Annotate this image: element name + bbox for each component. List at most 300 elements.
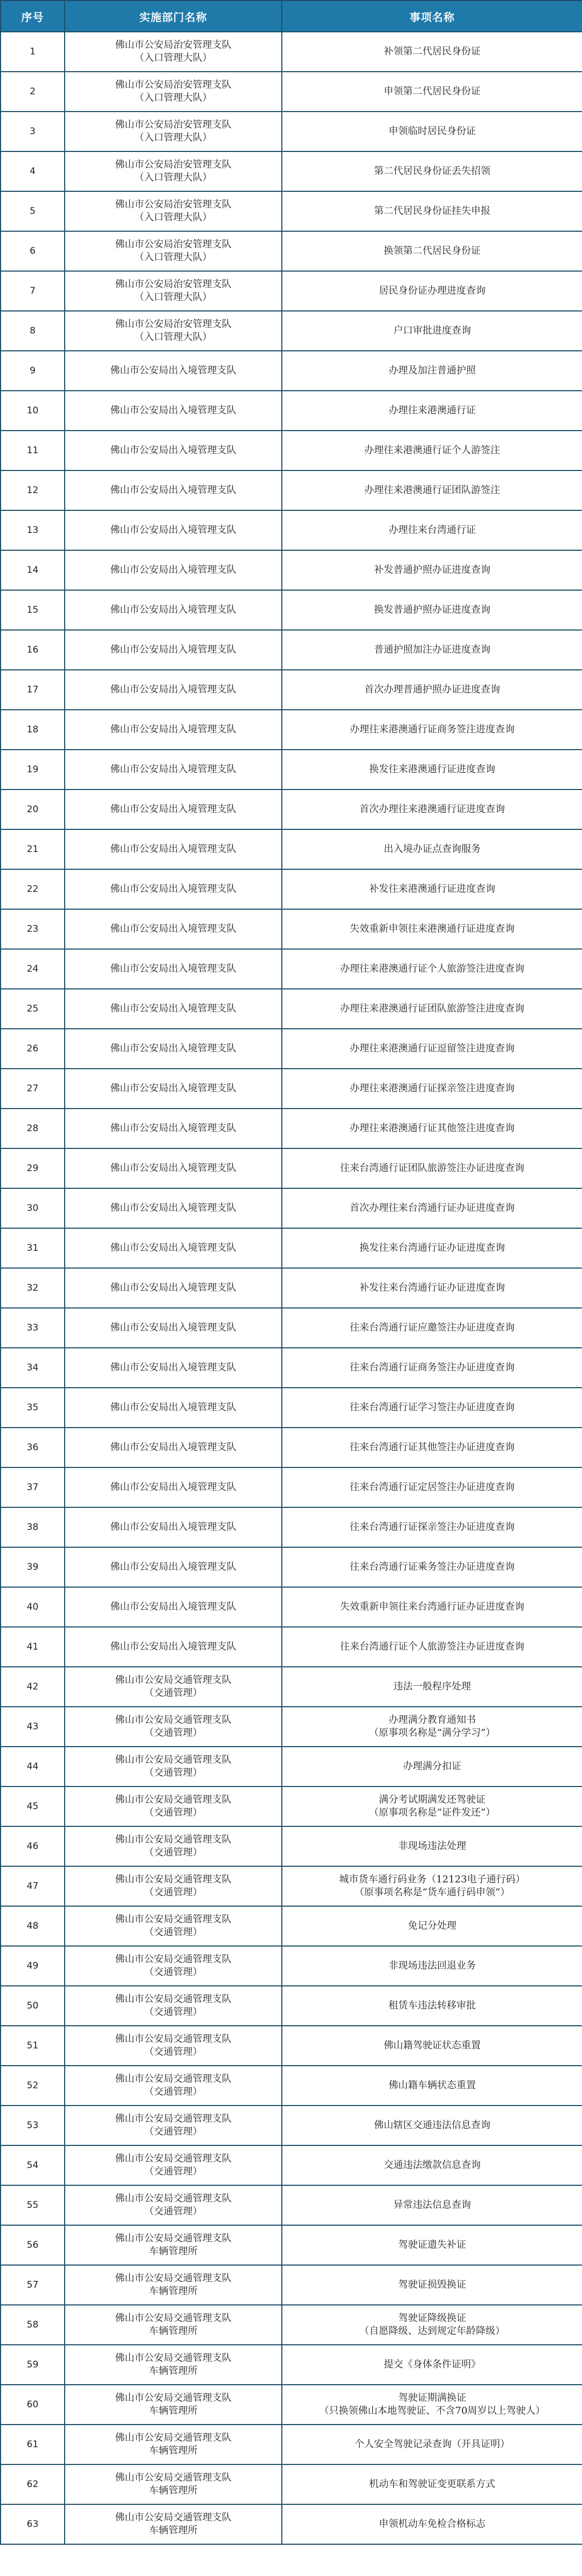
department-cell bbox=[65, 1268, 282, 1308]
department-cell bbox=[65, 191, 282, 231]
department-cell bbox=[65, 2106, 282, 2145]
department-name-line: 车辆管理所 bbox=[149, 2525, 198, 2536]
department-cell bbox=[65, 1188, 282, 1228]
serial-number-cell: 56 bbox=[1, 2225, 65, 2265]
department-name-line: 佛山市公安局交通管理支队 bbox=[115, 1954, 232, 1965]
table-row bbox=[1, 1786, 582, 1826]
item-cell bbox=[282, 1348, 582, 1388]
serial-number-cell: 22 bbox=[1, 869, 65, 909]
item-name-line: （原事项名称是“证件发还”） bbox=[369, 1807, 496, 1818]
department-name-line: 佛山市公安局治安管理支队 bbox=[115, 199, 232, 210]
item-name-line: 首次办理往来港澳通行证进度查询 bbox=[359, 804, 505, 815]
item-cell bbox=[282, 1747, 582, 1786]
serial-number-cell: 33 bbox=[1, 1308, 65, 1348]
department-name-line: 车辆管理所 bbox=[149, 2445, 198, 2456]
table-row bbox=[1, 2345, 582, 2385]
table-row bbox=[1, 2145, 582, 2185]
serial-number-cell: 46 bbox=[1, 1826, 65, 1866]
serial-number-cell: 48 bbox=[1, 1906, 65, 1946]
department-name-line: （入口管理大队） bbox=[134, 331, 212, 343]
serial-number-cell: 34 bbox=[1, 1348, 65, 1388]
serial-number-cell: 5 bbox=[1, 191, 65, 231]
table-row bbox=[1, 1627, 582, 1667]
department-name-line: 佛山市公安局出入境管理支队 bbox=[110, 1202, 237, 1214]
item-cell bbox=[282, 1866, 582, 1906]
item-name-line: 往来台湾通行证定居签注办证进度查询 bbox=[350, 1481, 515, 1493]
department-name-line: （交通管理） bbox=[144, 1687, 203, 1699]
department-name-line: （入口管理大队） bbox=[134, 132, 212, 143]
serial-number-cell: 24 bbox=[1, 949, 65, 989]
item-cell bbox=[282, 1946, 582, 1986]
department-name-line: 车辆管理所 bbox=[149, 2246, 198, 2257]
table-row bbox=[1, 1268, 582, 1308]
item-name-line: 办理往来港澳通行证个人旅游签注进度查询 bbox=[340, 963, 524, 974]
item-cell bbox=[282, 869, 582, 909]
table-row bbox=[1, 271, 582, 311]
item-cell bbox=[282, 1507, 582, 1547]
item-name-line: 往来台湾通行证团队旅游签注办证进度查询 bbox=[340, 1162, 524, 1174]
table-row bbox=[1, 2026, 582, 2066]
department-name-line: 佛山市公安局交通管理支队 bbox=[115, 2033, 232, 2045]
item-name-line: 往来台湾通行证应邀签注办证进度查询 bbox=[350, 1322, 515, 1333]
item-cell bbox=[282, 2345, 582, 2385]
department-cell bbox=[65, 2345, 282, 2385]
table-row bbox=[1, 1946, 582, 1986]
table-row bbox=[1, 989, 582, 1029]
item-cell bbox=[282, 1986, 582, 2026]
department-name-line: 佛山市公安局交通管理支队 bbox=[115, 1714, 232, 1726]
item-name-line: 补发往来港澳通行证进度查询 bbox=[369, 883, 495, 895]
item-cell bbox=[282, 909, 582, 949]
department-name-line: 佛山市公安局交通管理支队 bbox=[115, 1794, 232, 1805]
item-cell bbox=[282, 2305, 582, 2345]
table-row bbox=[1, 710, 582, 750]
item-cell bbox=[282, 670, 582, 710]
serial-number-cell: 40 bbox=[1, 1587, 65, 1627]
item-cell bbox=[282, 2385, 582, 2425]
item-cell bbox=[282, 949, 582, 989]
item-name-line: 往来台湾通行证探亲签注办证进度查询 bbox=[350, 1521, 515, 1533]
item-cell bbox=[282, 1627, 582, 1667]
department-name-line: 佛山市公安局出入境管理支队 bbox=[110, 1561, 237, 1573]
table-row bbox=[1, 2425, 582, 2464]
serial-number-cell: 3 bbox=[1, 112, 65, 151]
department-cell bbox=[65, 550, 282, 590]
department-cell bbox=[65, 1507, 282, 1547]
serial-number-cell: 29 bbox=[1, 1148, 65, 1188]
item-name-line: 办理往来港澳通行证探亲签注进度查询 bbox=[350, 1083, 515, 1094]
department-name-line: （交通管理） bbox=[144, 2046, 203, 2058]
department-name-line: 佛山市公安局交通管理支队 bbox=[115, 1993, 232, 2005]
serial-number-cell: 16 bbox=[1, 630, 65, 670]
serial-number-cell: 36 bbox=[1, 1428, 65, 1467]
department-name-line: 佛山市公安局治安管理支队 bbox=[115, 239, 232, 250]
table-row bbox=[1, 550, 582, 590]
table-row bbox=[1, 391, 582, 431]
serial-number-cell: 18 bbox=[1, 710, 65, 750]
department-cell bbox=[65, 590, 282, 630]
department-name-line: 佛山市公安局出入境管理支队 bbox=[110, 1083, 237, 1094]
item-name-line: 办理往来港澳通行证其他签注进度查询 bbox=[350, 1123, 515, 1134]
department-name-line: 佛山市公安局出入境管理支队 bbox=[110, 1442, 237, 1453]
department-name-line: 佛山市公安局出入境管理支队 bbox=[110, 1362, 237, 1373]
department-name-line: 佛山市公安局交通管理支队 bbox=[115, 2073, 232, 2085]
department-name-line: 佛山市公安局出入境管理支队 bbox=[110, 1641, 237, 1652]
serial-number-cell: 47 bbox=[1, 1866, 65, 1906]
item-name-line: 办理往来港澳通行证团队游签注 bbox=[364, 484, 500, 496]
item-name-line: 办理及加注普通护照 bbox=[389, 365, 476, 376]
department-name-line: （交通管理） bbox=[144, 2086, 203, 2097]
item-name-line: 第二代居民身份证挂失申报 bbox=[374, 205, 490, 217]
table-row bbox=[1, 750, 582, 790]
department-cell bbox=[65, 1109, 282, 1148]
department-name-line: 佛山市公安局出入境管理支队 bbox=[110, 1521, 237, 1533]
department-name-line: （交通管理） bbox=[144, 2126, 203, 2137]
department-name-line: （交通管理） bbox=[144, 1927, 203, 1938]
serial-number-cell: 61 bbox=[1, 2425, 65, 2464]
table-row bbox=[1, 590, 582, 630]
item-cell bbox=[282, 2504, 582, 2544]
item-name-line: 往来台湾通行证商务签注办证进度查询 bbox=[350, 1362, 515, 1373]
item-cell bbox=[282, 1428, 582, 1467]
department-name-line: 佛山市公安局交通管理支队 bbox=[115, 2153, 232, 2164]
department-name-line: 佛山市公安局交通管理支队 bbox=[115, 2512, 232, 2523]
table-row bbox=[1, 670, 582, 710]
item-cell bbox=[282, 1467, 582, 1507]
department-name-line: 佛山市公安局治安管理支队 bbox=[115, 279, 232, 290]
serial-number-cell: 55 bbox=[1, 2185, 65, 2225]
serial-number-cell: 14 bbox=[1, 550, 65, 590]
serial-number-cell: 12 bbox=[1, 470, 65, 510]
item-cell bbox=[282, 1707, 582, 1747]
header-department-name: 实施部门名称 bbox=[65, 1, 282, 32]
table-row bbox=[1, 1747, 582, 1786]
serial-number-cell: 45 bbox=[1, 1786, 65, 1826]
table-row bbox=[1, 1428, 582, 1467]
department-cell bbox=[65, 1627, 282, 1667]
table-row bbox=[1, 1587, 582, 1627]
item-cell bbox=[282, 550, 582, 590]
item-name-line: 居民身份证办理进度查询 bbox=[379, 285, 486, 296]
table-row bbox=[1, 630, 582, 670]
department-cell bbox=[65, 1667, 282, 1707]
item-name-line: 驾驶证期满换证 bbox=[398, 2392, 466, 2404]
serial-number-cell: 49 bbox=[1, 1946, 65, 1986]
item-name-line: 办理满分教育通知书 bbox=[389, 1714, 476, 1726]
item-name-line: 办理往来港澳通行证商务签注进度查询 bbox=[350, 724, 515, 735]
department-cell bbox=[65, 32, 282, 72]
serial-number-cell: 62 bbox=[1, 2464, 65, 2504]
table-row bbox=[1, 470, 582, 510]
table-row bbox=[1, 112, 582, 151]
department-cell bbox=[65, 1707, 282, 1747]
item-cell bbox=[282, 2265, 582, 2305]
item-cell bbox=[282, 1188, 582, 1228]
serial-number-cell: 1 bbox=[1, 32, 65, 72]
serial-number-cell: 58 bbox=[1, 2305, 65, 2345]
table-row bbox=[1, 1547, 582, 1587]
department-cell bbox=[65, 1069, 282, 1109]
table-row bbox=[1, 2464, 582, 2504]
item-name-line: 交通违法缴款信息查询 bbox=[384, 2159, 481, 2171]
department-cell bbox=[65, 1826, 282, 1866]
department-cell bbox=[65, 1228, 282, 1268]
table-row bbox=[1, 1188, 582, 1228]
table-row bbox=[1, 909, 582, 949]
department-cell bbox=[65, 231, 282, 271]
department-name-line: 佛山市公安局出入境管理支队 bbox=[110, 365, 237, 376]
item-name-line: 违法一般程序处理 bbox=[393, 1681, 471, 1692]
table-row bbox=[1, 311, 582, 351]
serial-number-cell: 13 bbox=[1, 510, 65, 550]
department-cell bbox=[65, 1388, 282, 1428]
item-cell bbox=[282, 470, 582, 510]
serial-number-cell: 60 bbox=[1, 2385, 65, 2425]
item-cell bbox=[282, 32, 582, 72]
serial-number-cell: 9 bbox=[1, 351, 65, 391]
item-name-line: 换发往来台湾通行证办证进度查询 bbox=[359, 1242, 505, 1254]
item-name-line: 佛山辖区交通违法信息查询 bbox=[374, 2120, 490, 2131]
serial-number-cell: 2 bbox=[1, 72, 65, 112]
item-name-line: 失效重新申领往来港澳通行证进度查询 bbox=[350, 923, 515, 934]
table-row bbox=[1, 829, 582, 869]
department-name-line: 佛山市公安局交通管理支队 bbox=[115, 2312, 232, 2324]
item-name-line: 免记分处理 bbox=[408, 1920, 456, 1931]
department-cell bbox=[65, 949, 282, 989]
item-cell bbox=[282, 989, 582, 1029]
department-cell bbox=[65, 1747, 282, 1786]
table-row bbox=[1, 32, 582, 72]
department-cell bbox=[65, 909, 282, 949]
table-row bbox=[1, 1986, 582, 2026]
department-cell bbox=[65, 311, 282, 351]
item-name-line: 办理往来港澳通行证 bbox=[389, 405, 476, 416]
item-name-line: 满分考试期满发还驾驶证 bbox=[379, 1794, 486, 1805]
item-cell bbox=[282, 431, 582, 470]
department-cell bbox=[65, 351, 282, 391]
item-cell bbox=[282, 790, 582, 829]
department-name-line: （交通管理） bbox=[144, 1847, 203, 1858]
department-name-line: （入口管理大队） bbox=[134, 52, 212, 64]
item-cell bbox=[282, 2464, 582, 2504]
serial-number-cell: 28 bbox=[1, 1109, 65, 1148]
serial-number-cell: 25 bbox=[1, 989, 65, 1029]
department-name-line: （交通管理） bbox=[144, 2166, 203, 2177]
department-name-line: 佛山市公安局治安管理支队 bbox=[115, 39, 232, 51]
department-cell bbox=[65, 72, 282, 112]
item-cell bbox=[282, 1109, 582, 1148]
item-cell bbox=[282, 1388, 582, 1428]
department-cell bbox=[65, 2225, 282, 2265]
department-name-line: （入口管理大队） bbox=[134, 292, 212, 303]
item-name-line: 提交《身体条件证明》 bbox=[384, 2359, 481, 2370]
serial-number-cell: 59 bbox=[1, 2345, 65, 2385]
serial-number-cell: 6 bbox=[1, 231, 65, 271]
department-cell bbox=[65, 670, 282, 710]
item-name-line: （原事项名称是“满分学习”） bbox=[369, 1727, 496, 1739]
department-name-line: 佛山市公安局交通管理支队 bbox=[115, 2352, 232, 2364]
item-cell bbox=[282, 2185, 582, 2225]
serial-number-cell: 35 bbox=[1, 1388, 65, 1428]
department-cell bbox=[65, 2265, 282, 2305]
item-name-line: 首次办理往来台湾通行证办证进度查询 bbox=[350, 1202, 515, 1214]
department-cell bbox=[65, 1986, 282, 2026]
department-cell bbox=[65, 1786, 282, 1826]
serial-number-cell: 17 bbox=[1, 670, 65, 710]
department-cell bbox=[65, 1467, 282, 1507]
department-cell bbox=[65, 2504, 282, 2544]
item-cell bbox=[282, 112, 582, 151]
department-name-line: 佛山市公安局出入境管理支队 bbox=[110, 445, 237, 456]
serial-number-cell: 11 bbox=[1, 431, 65, 470]
item-name-line: 补领第二代居民身份证 bbox=[384, 46, 481, 57]
table-row bbox=[1, 1507, 582, 1547]
department-name-line: 佛山市公安局出入境管理支队 bbox=[110, 684, 237, 695]
item-name-line: 首次办理普通护照办证进度查询 bbox=[364, 684, 500, 695]
department-cell bbox=[65, 1866, 282, 1906]
department-name-line: 佛山市公安局出入境管理支队 bbox=[110, 1242, 237, 1254]
department-name-line: （交通管理） bbox=[144, 1887, 203, 1898]
table-row bbox=[1, 790, 582, 829]
department-name-line: 佛山市公安局交通管理支队 bbox=[115, 1914, 232, 1925]
item-name-line: 户口审批进度查询 bbox=[393, 325, 471, 336]
department-name-line: 车辆管理所 bbox=[149, 2286, 198, 2297]
department-name-line: 佛山市公安局出入境管理支队 bbox=[110, 963, 237, 974]
department-name-line: （入口管理大队） bbox=[134, 252, 212, 263]
department-cell bbox=[65, 989, 282, 1029]
table-row bbox=[1, 2385, 582, 2425]
item-cell bbox=[282, 191, 582, 231]
department-name-line: 佛山市公安局出入境管理支队 bbox=[110, 1481, 237, 1493]
department-name-line: 佛山市公安局交通管理支队 bbox=[115, 2432, 232, 2443]
table-row bbox=[1, 1228, 582, 1268]
item-name-line: 出入境办证点查询服务 bbox=[384, 843, 481, 855]
department-name-line: 佛山市公安局出入境管理支队 bbox=[110, 883, 237, 895]
item-name-line: 往来台湾通行证学习签注办证进度查询 bbox=[350, 1402, 515, 1413]
department-name-line: 佛山市公安局出入境管理支队 bbox=[110, 1043, 237, 1054]
department-name-line: （交通管理） bbox=[144, 1767, 203, 1778]
item-cell bbox=[282, 1308, 582, 1348]
department-cell bbox=[65, 750, 282, 790]
item-cell bbox=[282, 590, 582, 630]
department-name-line: 佛山市公安局出入境管理支队 bbox=[110, 804, 237, 815]
item-cell bbox=[282, 351, 582, 391]
item-cell bbox=[282, 311, 582, 351]
table-row bbox=[1, 1667, 582, 1707]
header-item-name: 事项名称 bbox=[282, 1, 582, 32]
department-name-line: 佛山市公安局交通管理支队 bbox=[115, 2472, 232, 2483]
table-row bbox=[1, 151, 582, 191]
table-row bbox=[1, 1826, 582, 1866]
table-row bbox=[1, 1707, 582, 1747]
department-cell bbox=[65, 2026, 282, 2066]
serial-number-cell: 23 bbox=[1, 909, 65, 949]
department-name-line: 车辆管理所 bbox=[149, 2325, 198, 2337]
department-name-line: 佛山市公安局出入境管理支队 bbox=[110, 1601, 237, 1612]
department-cell bbox=[65, 1428, 282, 1467]
table-row bbox=[1, 949, 582, 989]
department-name-line: （入口管理大队） bbox=[134, 172, 212, 183]
department-name-line: 佛山市公安局交通管理支队 bbox=[115, 2233, 232, 2244]
department-name-line: （入口管理大队） bbox=[134, 92, 212, 103]
item-cell bbox=[282, 2026, 582, 2066]
item-cell bbox=[282, 2145, 582, 2185]
table-row bbox=[1, 2066, 582, 2106]
item-cell bbox=[282, 2425, 582, 2464]
department-name-line: 佛山市公安局出入境管理支队 bbox=[110, 564, 237, 576]
department-cell bbox=[65, 1148, 282, 1188]
item-cell bbox=[282, 2066, 582, 2106]
table-row bbox=[1, 1906, 582, 1946]
item-cell bbox=[282, 2106, 582, 2145]
serial-number-cell: 52 bbox=[1, 2066, 65, 2106]
item-cell bbox=[282, 1547, 582, 1587]
item-name-line: （自愿降级、达到规定年龄降级） bbox=[359, 2325, 505, 2337]
department-cell bbox=[65, 829, 282, 869]
item-cell bbox=[282, 1268, 582, 1308]
item-name-line: 补发往来台湾通行证办证进度查询 bbox=[359, 1282, 505, 1293]
item-cell bbox=[282, 1069, 582, 1109]
item-name-line: 驾驶证遗失补证 bbox=[398, 2239, 466, 2250]
table-row bbox=[1, 1148, 582, 1188]
item-cell bbox=[282, 271, 582, 311]
table-row bbox=[1, 2265, 582, 2305]
item-name-line: 换领第二代居民身份证 bbox=[384, 245, 481, 257]
department-name-line: 佛山市公安局出入境管理支队 bbox=[110, 923, 237, 934]
department-name-line: 佛山市公安局出入境管理支队 bbox=[110, 405, 237, 416]
item-cell bbox=[282, 1228, 582, 1268]
serial-number-cell: 41 bbox=[1, 1627, 65, 1667]
department-cell bbox=[65, 1348, 282, 1388]
department-name-line: 佛山市公安局出入境管理支队 bbox=[110, 604, 237, 615]
table-row bbox=[1, 869, 582, 909]
item-name-line: 机动车和驾驶证变更联系方式 bbox=[369, 2478, 495, 2490]
table-row bbox=[1, 2106, 582, 2145]
serial-number-cell: 4 bbox=[1, 151, 65, 191]
department-cell bbox=[65, 391, 282, 431]
serial-number-cell: 63 bbox=[1, 2504, 65, 2544]
department-name-line: 佛山市公安局出入境管理支队 bbox=[110, 644, 237, 655]
department-name-line: 佛山市公安局出入境管理支队 bbox=[110, 1162, 237, 1174]
department-name-line: 佛山市公安局治安管理支队 bbox=[115, 79, 232, 91]
serial-number-cell: 38 bbox=[1, 1507, 65, 1547]
table-row bbox=[1, 351, 582, 391]
item-name-line: 往来台湾通行证其他签注办证进度查询 bbox=[350, 1442, 515, 1453]
item-cell bbox=[282, 630, 582, 670]
department-name-line: 佛山市公安局出入境管理支队 bbox=[110, 724, 237, 735]
table-row bbox=[1, 1467, 582, 1507]
item-name-line: 失效重新申领往来台湾通行证办证进度查询 bbox=[340, 1601, 524, 1612]
table-row bbox=[1, 1866, 582, 1906]
item-cell bbox=[282, 231, 582, 271]
department-name-line: 佛山市公安局出入境管理支队 bbox=[110, 1003, 237, 1014]
table-row bbox=[1, 1308, 582, 1348]
department-cell bbox=[65, 790, 282, 829]
department-name-line: 佛山市公安局出入境管理支队 bbox=[110, 484, 237, 496]
item-cell bbox=[282, 1148, 582, 1188]
department-cell bbox=[65, 630, 282, 670]
department-cell bbox=[65, 1308, 282, 1348]
serial-number-cell: 51 bbox=[1, 2026, 65, 2066]
department-cell bbox=[65, 151, 282, 191]
item-name-line: 租赁车违法转移审批 bbox=[389, 2000, 476, 2011]
department-name-line: 车辆管理所 bbox=[149, 2365, 198, 2377]
department-name-line: 佛山市公安局交通管理支队 bbox=[115, 2392, 232, 2404]
table-row bbox=[1, 2225, 582, 2265]
item-cell bbox=[282, 750, 582, 790]
department-cell bbox=[65, 112, 282, 151]
department-name-line: 佛山市公安局出入境管理支队 bbox=[110, 524, 237, 536]
